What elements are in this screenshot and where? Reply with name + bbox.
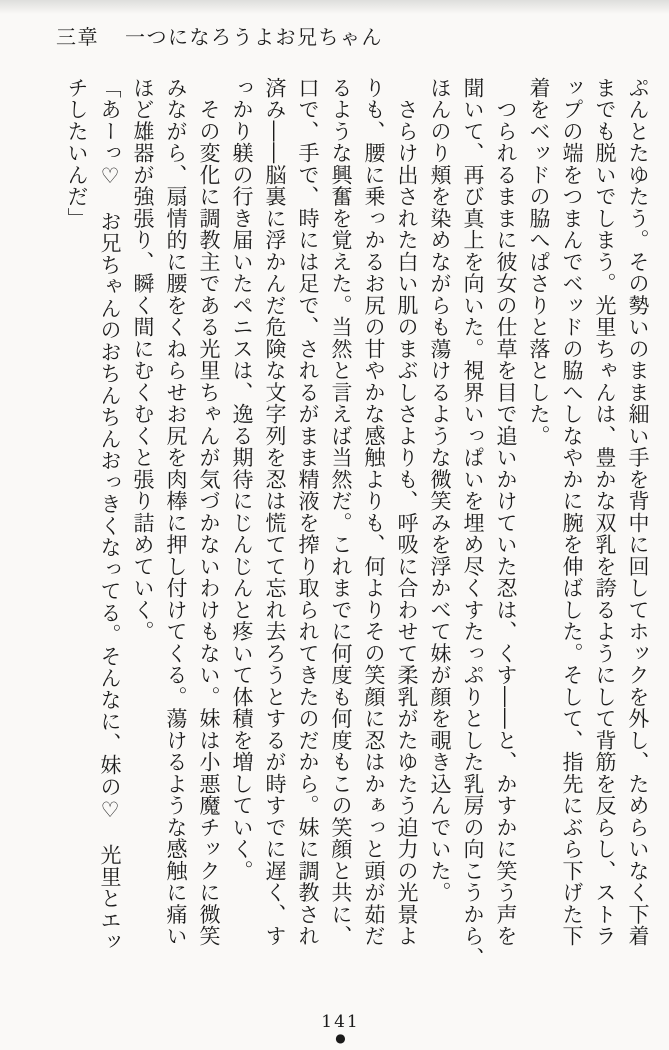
text-column: ほんのり頬を染めながらも蕩けるような微笑みを浮かべて妹が顔を覗き込んでいた。 xyxy=(428,77,452,904)
text-column: 済み――脳裏に浮かんだ危険な文字列を忍は慌てて忘れ去ろうとするが時すでに遅く、す xyxy=(263,77,287,947)
text-column: りも、腰に乗っかるお尻の甘やかな感触よりも、何よりその笑顔に忍はかぁっと頭が茹だ xyxy=(362,77,386,947)
text-column: 口で、手で、時には足で、されるがまま精液を搾り取られてきたのだから。妹に調教され xyxy=(296,77,320,947)
text-column: 「あーっ♡ お兄ちゃんのおちんちんおっきくなってる。そんなに、妹の♡ 光里とエッ xyxy=(98,77,122,953)
chapter-heading xyxy=(56,21,383,50)
text-column: みながら、扇情的に腰をくねらせお尻を肉棒に押し付けてくる。蕩けるような感触に痛い xyxy=(164,77,188,947)
text-column: チしたいんだ」 xyxy=(65,77,89,230)
page-number: 141 xyxy=(321,1012,360,1032)
chapter-title: 一つになろうよお兄ちゃん xyxy=(125,25,383,49)
text-column: っかり躾の行き届いたペニスは、逸る期待にじんじんと疼いて体積を増していく。 xyxy=(230,77,254,882)
text-column: ぷんとたゆたう。その勢いのまま細い手を背中に回してホックを外し、ためらいなく下着 xyxy=(626,77,650,947)
chapter-number-label: 三章 xyxy=(56,25,99,49)
body-text-block xyxy=(54,77,650,969)
text-column: ップの端をつまんでベッドの脇へしなやかに腕を伸ばした。そして、指先にぶら下げた下 xyxy=(560,77,584,947)
text-column: ほど雄器が強張り、瞬く間にむくむくと張り詰めていく。 xyxy=(131,77,155,643)
text-column: 着をベッドの脇へぱさりと落とした。 xyxy=(527,77,551,447)
text-column: までも脱いでしまう。光里ちゃんは、豊かな双乳を誇るようにして背筋を反らし、ストラ xyxy=(593,77,617,947)
text-column: 聞いて、再び真上を向いた。視界いっぱいを埋め尽くすたっぷりとした乳房の向こうから、 xyxy=(461,77,485,969)
text-column: さらけ出された白い肌のまぶしさよりも、呼吸に合わせて柔乳がたゆたう迫力の光景よ xyxy=(395,77,419,947)
text-column: るような興奮を覚えた。当然と言えば当然だ。これまでに何度も何度もこの笑顔と共に、 xyxy=(329,77,353,947)
text-column: つられるままに彼女の仕草を目で追いかけていた忍は、くす――と、かすかに笑う声を xyxy=(494,77,518,947)
section-end-dot: ● xyxy=(335,1031,346,1045)
text-column: その変化に調教主である光里ちゃんが気づかないわけもない。妹は小悪魔チックに微笑 xyxy=(197,77,221,947)
